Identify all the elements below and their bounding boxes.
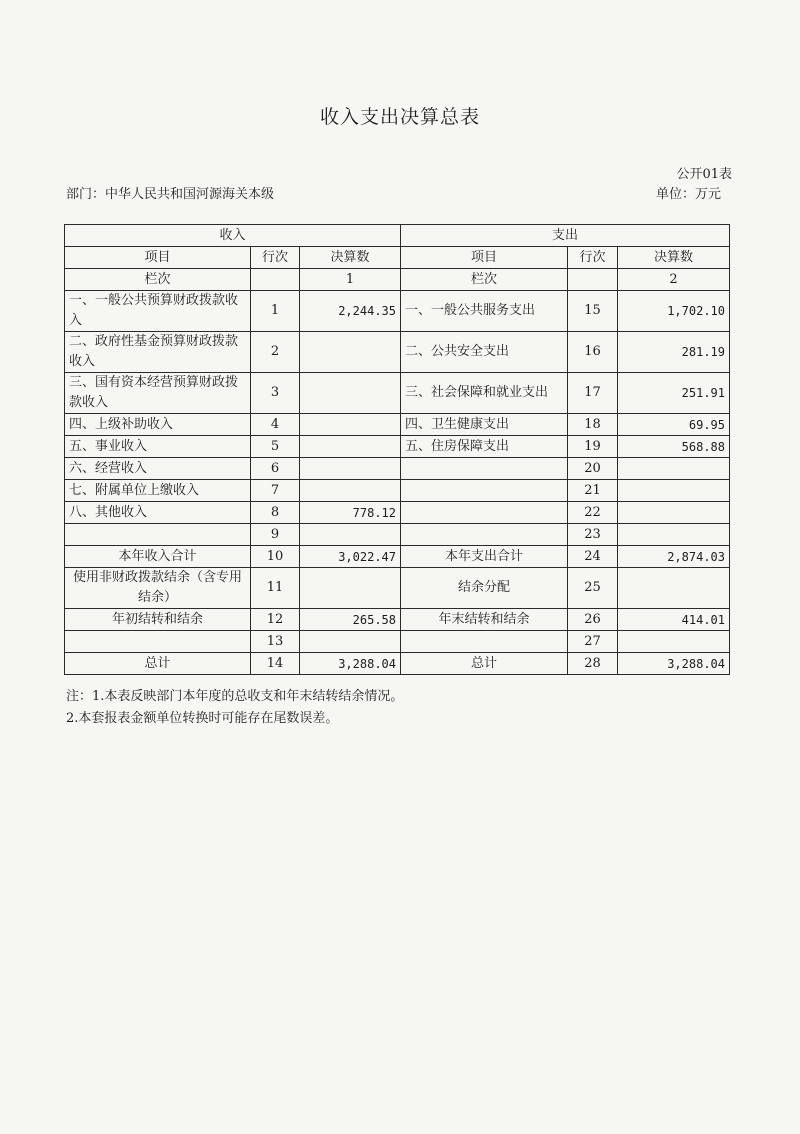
income-column-number: 1 (300, 269, 401, 291)
expense-amount: 2,874.03 (618, 546, 730, 568)
income-amount (300, 436, 401, 458)
section-header-row (65, 225, 730, 247)
expense-line: 26 (568, 609, 618, 631)
expense-item: 三、社会保障和就业支出 (401, 373, 568, 414)
income-line: 7 (251, 480, 300, 502)
income-item: 一、一般公共预算财政拨款收入 (65, 291, 251, 332)
empty-cell (568, 269, 618, 291)
note-2: 2.本套报表金额单位转换时可能存在尾数误差。 (66, 711, 339, 726)
income-amount: 778.12 (300, 502, 401, 524)
expense-amount: 3,288.04 (618, 653, 730, 675)
expense-amount (618, 524, 730, 546)
income-item: 使用非财政拨款结余（含专用结余） (65, 568, 251, 609)
income-line: 3 (251, 373, 300, 414)
income-line: 5 (251, 436, 300, 458)
expense-line: 16 (568, 332, 618, 373)
expense-amount (618, 631, 730, 653)
expense-column-number: 2 (618, 269, 730, 291)
income-line: 14 (251, 653, 300, 675)
expense-line: 20 (568, 458, 618, 480)
income-item: 五、事业收入 (65, 436, 251, 458)
income-amount (300, 373, 401, 414)
expense-line: 21 (568, 480, 618, 502)
expense-header: 支出 (401, 225, 730, 247)
income-item: 年初结转和结余 (65, 609, 251, 631)
table-row-total (65, 653, 730, 675)
table-row (65, 291, 730, 332)
income-item: 本年收入合计 (65, 546, 251, 568)
income-amount: 3,288.04 (300, 653, 401, 675)
income-amount (300, 524, 401, 546)
table-row-subtotal (65, 546, 730, 568)
expense-item: 年末结转和结余 (401, 609, 568, 631)
table-row (65, 480, 730, 502)
form-code: 公开01表 (676, 167, 732, 182)
expense-amount (618, 568, 730, 609)
income-line: 12 (251, 609, 300, 631)
income-item (65, 524, 251, 546)
expense-amount: 69.95 (618, 414, 730, 436)
expense-line: 27 (568, 631, 618, 653)
expense-line: 17 (568, 373, 618, 414)
expense-item-header: 项目 (401, 247, 568, 269)
expense-amount: 281.19 (618, 332, 730, 373)
table-row (65, 458, 730, 480)
table-row (65, 414, 730, 436)
income-amount: 265.58 (300, 609, 401, 631)
income-line: 8 (251, 502, 300, 524)
income-line: 11 (251, 568, 300, 609)
expense-line: 15 (568, 291, 618, 332)
expense-amount: 251.91 (618, 373, 730, 414)
income-amount (300, 332, 401, 373)
income-item: 七、附属单位上缴收入 (65, 480, 251, 502)
income-item (65, 631, 251, 653)
income-item: 六、经营收入 (65, 458, 251, 480)
income-amount (300, 631, 401, 653)
expense-amount: 414.01 (618, 609, 730, 631)
expense-item (401, 502, 568, 524)
expense-line: 23 (568, 524, 618, 546)
income-line: 13 (251, 631, 300, 653)
unit-label: 单位：万元 (655, 187, 721, 202)
expense-item: 二、公共安全支出 (401, 332, 568, 373)
expense-item: 总计 (401, 653, 568, 675)
table-row (65, 436, 730, 458)
expense-line: 24 (568, 546, 618, 568)
expense-item: 一、一般公共服务支出 (401, 291, 568, 332)
column-header-row (65, 247, 730, 269)
table-row (65, 609, 730, 631)
table-row (65, 524, 730, 546)
expense-line-header: 行次 (568, 247, 618, 269)
income-expense-table (64, 224, 730, 675)
expense-item (401, 480, 568, 502)
expense-item (401, 631, 568, 653)
income-line: 9 (251, 524, 300, 546)
page-title: 收入支出决算总表 (319, 106, 480, 128)
expense-amount-header: 决算数 (618, 247, 730, 269)
expense-line: 25 (568, 568, 618, 609)
expense-column-label: 栏次 (401, 269, 568, 291)
expense-item (401, 524, 568, 546)
expense-amount: 1,702.10 (618, 291, 730, 332)
income-header: 收入 (65, 225, 401, 247)
expense-line: 28 (568, 653, 618, 675)
income-line: 1 (251, 291, 300, 332)
expense-item: 本年支出合计 (401, 546, 568, 568)
income-amount (300, 480, 401, 502)
note-1: 注：1.本表反映部门本年度的总收支和年末结转结余情况。 (66, 689, 404, 704)
table-row (65, 332, 730, 373)
expense-amount (618, 458, 730, 480)
income-line: 2 (251, 332, 300, 373)
income-amount (300, 568, 401, 609)
income-amount-header: 决算数 (300, 247, 401, 269)
expense-line: 19 (568, 436, 618, 458)
column-number-row (65, 269, 730, 291)
income-item-header: 项目 (65, 247, 251, 269)
income-line: 10 (251, 546, 300, 568)
income-item: 二、政府性基金预算财政拨款收入 (65, 332, 251, 373)
table-row (65, 502, 730, 524)
income-item: 八、其他收入 (65, 502, 251, 524)
income-amount: 2,244.35 (300, 291, 401, 332)
table-row (65, 568, 730, 609)
income-item: 三、国有资本经营预算财政拨款收入 (65, 373, 251, 414)
income-item: 四、上级补助收入 (65, 414, 251, 436)
expense-item: 五、住房保障支出 (401, 436, 568, 458)
expense-amount (618, 480, 730, 502)
income-amount (300, 458, 401, 480)
expense-line: 18 (568, 414, 618, 436)
expense-line: 22 (568, 502, 618, 524)
expense-item (401, 458, 568, 480)
department-label: 部门：中华人民共和国河源海关本级 (66, 187, 275, 202)
table-row (65, 631, 730, 653)
table-row (65, 373, 730, 414)
notes (66, 686, 403, 730)
income-column-label: 栏次 (65, 269, 251, 291)
expense-amount: 568.88 (618, 436, 730, 458)
expense-item: 四、卫生健康支出 (401, 414, 568, 436)
empty-cell (251, 269, 300, 291)
income-item: 总计 (65, 653, 251, 675)
income-line: 4 (251, 414, 300, 436)
income-line-header: 行次 (251, 247, 300, 269)
income-amount (300, 414, 401, 436)
expense-amount (618, 502, 730, 524)
expense-item: 结余分配 (401, 568, 568, 609)
income-amount: 3,022.47 (300, 546, 401, 568)
income-line: 6 (251, 458, 300, 480)
